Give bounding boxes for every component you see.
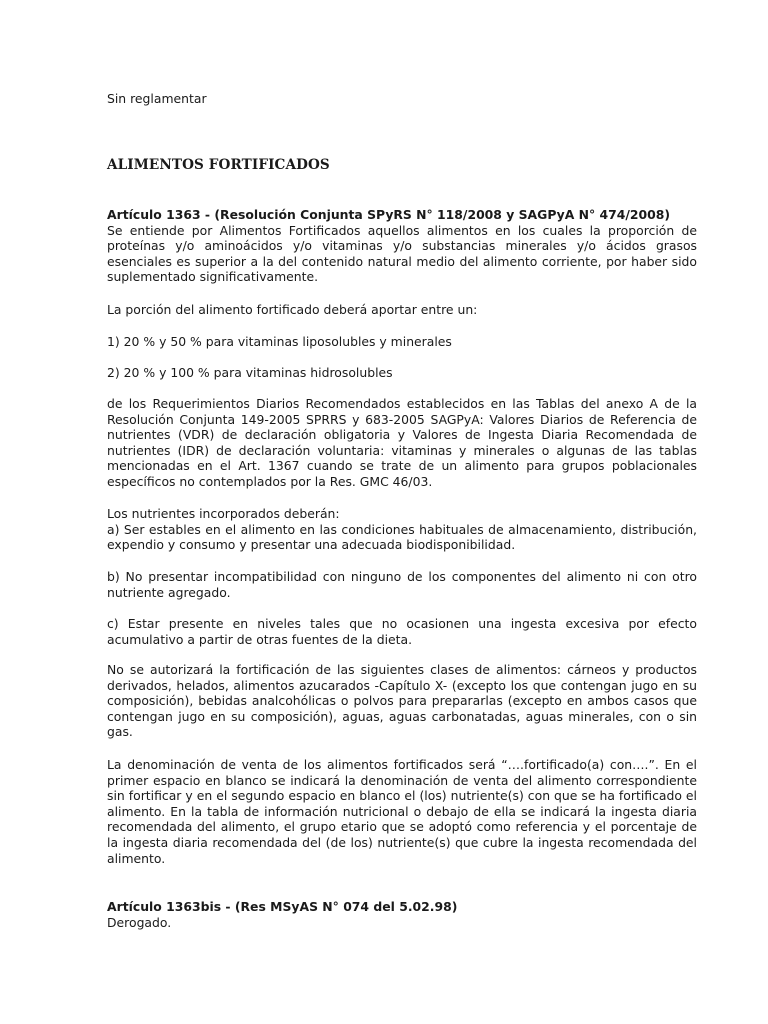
article-1363bis-title: Artículo 1363bis - (Res MSyAS N° 074 del 5.02.98) [107,899,458,914]
nutrients-item-b: b) No presentar incompatibilidad con ninguno de los componentes del alimento ni con otro nutriente agregado. [107,569,697,600]
denomination-paragraph: La denominación de venta de los alimentos fortificados será “….fortificado(a) con….”. En el primer espacio en blanco se indicará la denominación de venta del alimento correspondiente sin fortificar y en el segundo espacio en blanco el (los) nutriente(s) con que se ha fortificado el alimento. En la tabla de información nutricional o debajo de ella se indicará la ingesta diaria recomendada del alimento, el grupo etario que se adoptó como referencia y el porcentaje de la ingesta diaria recomendada del (de los) nutriente(s) que cubre la ingesta recomendada del alimento. [107,757,697,866]
nutrients-item-c: c) Estar presente en niveles tales que no ocasionen una ingesta excesiva por efecto acumulativo a partir de otras fuentes de la dieta. [107,616,697,647]
nutrients-intro: Los nutrientes incorporados deberán: [107,506,340,521]
section-heading: ALIMENTOS FORTIFICADOS [107,157,330,173]
article-1363-block [107,207,697,285]
exclusions-paragraph: No se autorizará la fortificación de las siguientes clases de alimentos: cárneos y productos derivados, helados, alimentos azucarados -Capítulo X- (excepto los que contengan jugo en su composición), bebidas analcohólicas o polvos para prepararlas (excepto en ambos casos que contengan jugo en su composición), aguas, aguas carbonatadas, aguas minerales, con o sin gas. [107,662,697,740]
article-1363-intro: Se entiende por Alimentos Fortificados aquellos alimentos en los cuales la proporción de proteínas y/o aminoácidos y/o vitaminas y/o substancias minerales y/o ácidos grasos esenciales es superior a la del contenido natural medio del alimento corriente, por haber sido suplementado significativamente. [107,222,697,285]
range-item-1: 1) 20 % y 50 % para vitaminas liposolubles y minerales [107,334,452,349]
article-1363bis-status: Derogado. [107,914,172,930]
preamble-text: Sin reglamentar [107,91,207,106]
article-1363bis-block [107,899,697,930]
range-item-2: 2) 20 % y 100 % para vitaminas hidrosolubles [107,365,393,380]
portion-intro: La porción del alimento fortificado deberá aportar entre un: [107,302,478,317]
nutrients-block [107,506,697,553]
nutrients-item-a: a) Ser estables en el alimento en las condiciones habituales de almacenamiento, distribución, expendio y consumo y presentar una adecuada biodisponibilidad. [107,521,697,553]
requirements-paragraph: de los Requerimientos Diarios Recomendados establecidos en las Tablas del anexo A de la Resolución Conjunta 149-2005 SPRRS y 683-2005 SAGPyA: Valores Diarios de Referencia de nutrientes (VDR) de declaración obligatoria y Valores de Ingesta Diaria Recomendada de nutrientes (IDR) de declaración voluntaria: vitaminas y minerales o algunas de las tablas mencionadas en el Art. 1367 cuando se trate de un alimento para grupos poblacionales específicos no contemplados por la Res. GMC 46/03. [107,396,697,489]
article-1363-title: Artículo 1363 - (Resolución Conjunta SPyRS N° 118/2008 y SAGPyA N° 474/2008) [107,207,671,222]
